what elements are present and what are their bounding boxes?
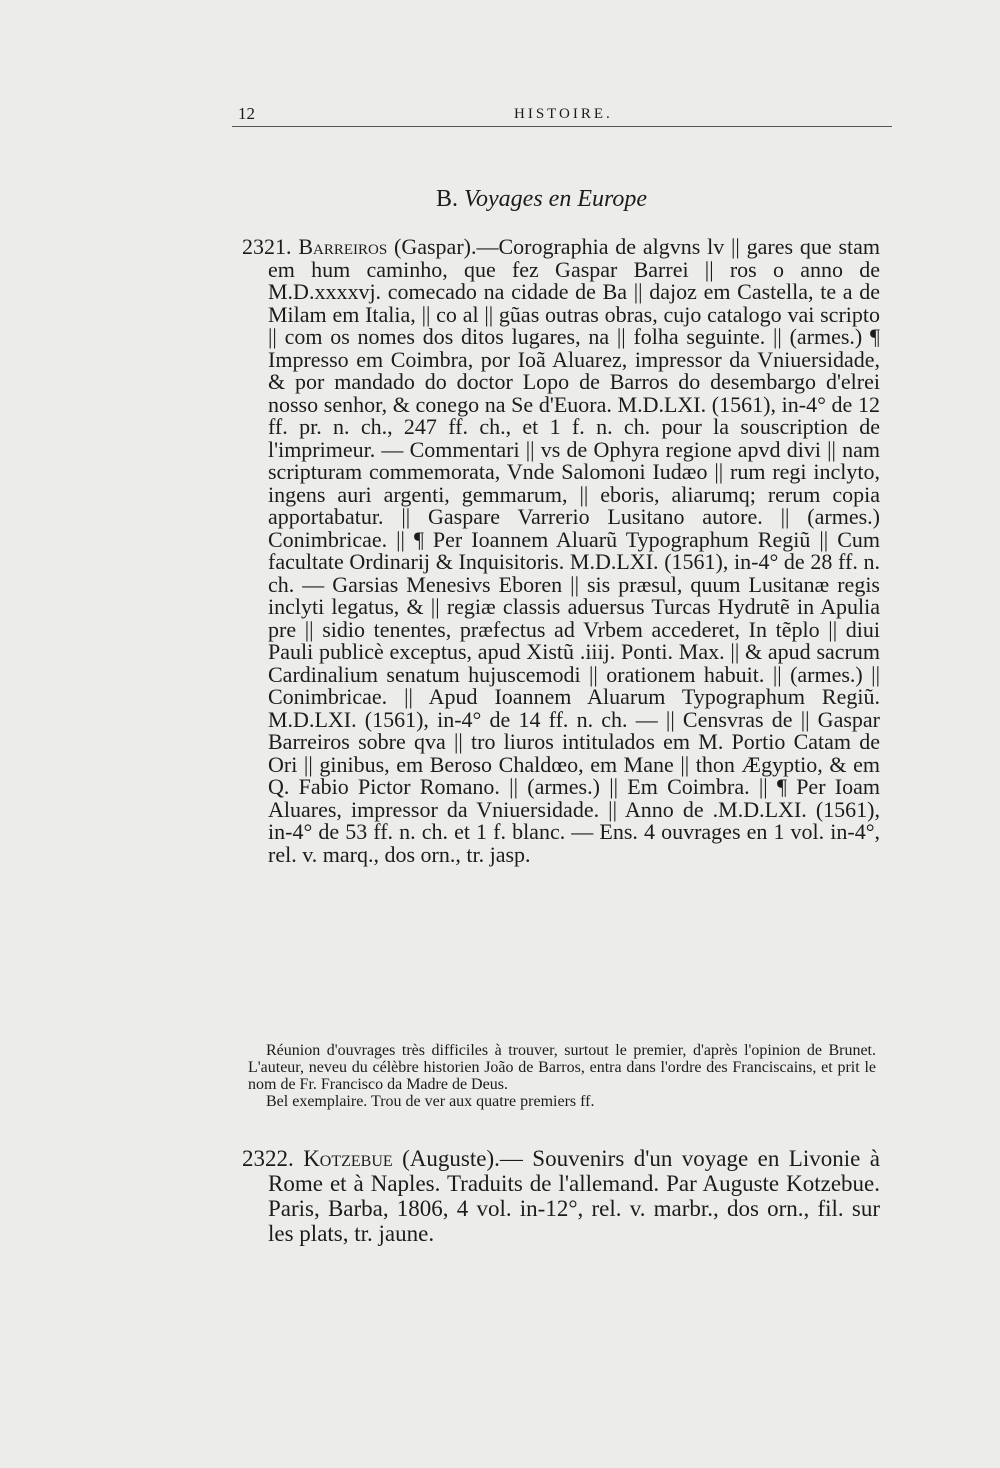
section-heading [436, 186, 647, 213]
entry-text: — Souvenirs d'un voyage en Livonie à Rome et à Naples. Traduits de l'allemand. Par Auguste Kotzebue. Paris, Barba, 1806, 4 vol. in-12°, rel. v. marbr., dos orn., fil. sur les plats, tr. jaune. [268, 1146, 880, 1246]
entry-text: —Corographia de algvns lv || gares que stam em hum caminho, que fez Gaspar Barrei || ros o anno de M.D.xxxxvj. comecado na cidade de Ba || dajoz em Castella, te a de Milam em Italia, || co al || gũas outras obras, cujo catalogo vai scripto || com os nomes dos ditos lugares, na || folha seguinte. || (armes.) ¶ Impresso em Coimbra, por Ioã Aluarez, impressor da Vniuersidade, & por mandado do doctor Lopo de Barros do desembargo d'elrei nosso senhor, & conego na Se d'Euora. M.D.LXI. (1561), in-4° de 12 ff. pr. n. ch., 247 ff. ch., et 1 f. n. ch. pour la souscription de l'imprimeur. — Commentari || vs de Ophyra regione apvd divi || nam scripturam commemorata, Vnde Salomoni Iudæo || rum regi inclyto, ingens auri argenti, gemmarum, || eboris, aliarumq; rerum copia apportabatur. || Gaspare Varrerio Lusitano autore. || (armes.) Conimbricae. || ¶ Per Ioannem Aluarũ Typographum Regiũ || Cum facultate Ordinarij & Inquisitoris. M.D.LXI. (1561), in-4° de 28 ff. n. ch. — Garsias Menesivs Eboren || sis præsul, quum Lusitanæ regis inclyti legatus, & || regiæ classis aduersus Turcas Hydrutẽ in Apulia pre || sidio tenentes, præfectus ad Vrbem accederet, In tẽplo || diui Pauli publicè exceptus, apud Xistũ .iiij. Ponti. Max. || & apud sacrum Cardinalium senatum hujuscemodi || orationem habuit. || (armes.) || Conimbricae. || Apud Ioannem Aluarum Typographum Regiũ. M.D.LXI. (1561), in-4° de 14 ff. n. ch. — || Censvras de || Gaspar Barreiros sobre qva || tro liuros intitulados em M. Portio Catam de Ori || ginibus, em Beroso Chaldœo, em Mane || thon Ægyptio, & em Q. Fabio Pictor Romano. || (armes.) || Em Coimbra. || ¶ Per Ioam Aluares, impressor da Vniuersidade. || Anno de .M.D.LXI. (1561), in-4° de 53 ff. n. ch. et 1 f. blanc. — Ens. 4 ouvrages en 1 vol. in-4°, rel. v. marq., dos orn., tr. jasp. [268, 234, 881, 867]
entry-note: Bel exemplaire. Trou de ver aux quatre premiers ff. [266, 1093, 595, 1110]
entry-number: 2322. [242, 1146, 294, 1171]
section-letter: B. [436, 186, 459, 212]
catalog-entry [242, 234, 881, 867]
entry-author-given: (Gaspar). [394, 234, 477, 259]
section-title: Voyages en Europe [464, 186, 648, 212]
page-header [232, 100, 892, 127]
entry-number: 2321. [242, 234, 292, 259]
page-number: 12 [238, 104, 255, 123]
entry-author: Kotzebue [303, 1146, 393, 1171]
entry-notes [248, 1042, 876, 1110]
entry-author: Barreiros [298, 234, 388, 259]
entry-author-given: (Auguste). [402, 1146, 500, 1171]
catalog-entry [242, 1146, 880, 1246]
running-head: HISTOIRE. [514, 106, 613, 122]
entry-note: Réunion d'ouvrages très difficiles à trouver, surtout le premier, d'après l'opinion de Brunet. L'auteur, neveu du célèbre historien João de Barros, entra dans l'ordre des Franciscains, et prit le nom de Fr. Francisco da Madre de Deus. [248, 1042, 876, 1093]
